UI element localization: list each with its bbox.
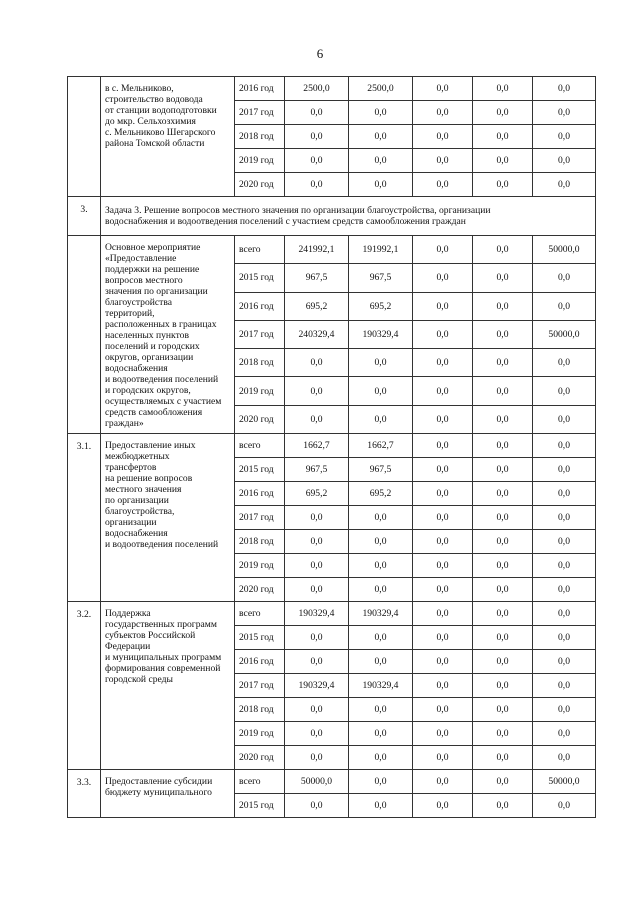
amount-cell: 0,0 (533, 349, 596, 377)
year-cell: 2019 год (235, 377, 285, 405)
amount-cell: 0,0 (349, 405, 413, 433)
amount-cell: 0,0 (473, 101, 533, 125)
activity-name-line: средств самообложения (105, 407, 203, 418)
activity-name-line: водоснабжения (105, 528, 168, 539)
amount-cell: 0,0 (473, 149, 533, 173)
amount-cell: 0,0 (473, 125, 533, 149)
amount-cell: 190329,4 (349, 320, 413, 348)
amount-cell: 0,0 (473, 794, 533, 818)
activity-name-line: в с. Мельниково, (105, 83, 174, 94)
amount-cell: 0,0 (533, 101, 596, 125)
amount-cell: 0,0 (533, 434, 596, 458)
amount-cell: 0,0 (413, 458, 473, 482)
amount-cell: 0,0 (473, 236, 533, 264)
amount-cell: 0,0 (413, 554, 473, 578)
amount-cell: 190329,4 (285, 602, 349, 626)
amount-cell: 0,0 (533, 794, 596, 818)
amount-cell: 0,0 (285, 794, 349, 818)
amount-cell: 0,0 (473, 578, 533, 602)
amount-cell: 0,0 (349, 794, 413, 818)
amount-cell: 0,0 (533, 77, 596, 101)
amount-cell: 0,0 (473, 349, 533, 377)
amount-cell: 0,0 (413, 149, 473, 173)
activity-name (101, 236, 235, 434)
year-cell: 2015 год (235, 794, 285, 818)
year-cell: всего (235, 236, 285, 264)
amount-cell: 967,5 (285, 264, 349, 292)
amount-cell: 0,0 (413, 530, 473, 554)
activity-name-line: района Томской области (105, 138, 205, 149)
activity-name-line: государственных программ (105, 619, 217, 630)
year-cell: 2017 год (235, 506, 285, 530)
amount-cell: 190329,4 (285, 674, 349, 698)
amount-cell: 0,0 (349, 578, 413, 602)
amount-cell: 0,0 (533, 264, 596, 292)
row-number (68, 77, 101, 197)
amount-cell: 695,2 (349, 482, 413, 506)
activity-name-line: межбюджетных (105, 451, 170, 462)
amount-cell: 0,0 (413, 746, 473, 770)
amount-cell: 0,0 (533, 405, 596, 433)
amount-cell: 0,0 (413, 101, 473, 125)
activity-name-line: Основное мероприятие (105, 242, 201, 253)
amount-cell: 0,0 (533, 458, 596, 482)
amount-cell: 0,0 (473, 77, 533, 101)
activity-name-line: местного значения (105, 484, 182, 495)
row-number: 3. (68, 197, 101, 236)
amount-cell: 967,5 (349, 264, 413, 292)
year-cell: 2016 год (235, 650, 285, 674)
amount-cell: 0,0 (349, 746, 413, 770)
amount-cell: 0,0 (413, 698, 473, 722)
activity-name-line: Федерации (105, 641, 151, 652)
amount-cell: 0,0 (473, 482, 533, 506)
activity-name-line: Предоставление субсидии (105, 776, 213, 787)
amount-cell: 0,0 (349, 173, 413, 197)
amount-cell: 50000,0 (533, 770, 596, 794)
amount-cell: 0,0 (349, 377, 413, 405)
amount-cell: 0,0 (473, 674, 533, 698)
amount-cell: 0,0 (533, 698, 596, 722)
amount-cell: 190329,4 (349, 602, 413, 626)
amount-cell: 0,0 (533, 746, 596, 770)
amount-cell: 0,0 (285, 173, 349, 197)
activity-name-line: с. Мельниково Шегарского (105, 127, 216, 138)
amount-cell: 0,0 (349, 101, 413, 125)
amount-cell: 0,0 (413, 674, 473, 698)
amount-cell: 0,0 (473, 264, 533, 292)
amount-cell: 0,0 (285, 650, 349, 674)
activity-name-line: строительство водовода (105, 94, 203, 105)
table-row (68, 434, 596, 458)
amount-cell: 0,0 (285, 506, 349, 530)
amount-cell: 0,0 (473, 530, 533, 554)
amount-cell: 0,0 (349, 530, 413, 554)
amount-cell: 0,0 (413, 292, 473, 320)
amount-cell: 0,0 (285, 578, 349, 602)
amount-cell: 967,5 (285, 458, 349, 482)
budget-table-body (68, 77, 596, 818)
activity-name-line: на решение вопросов (105, 473, 193, 484)
amount-cell: 0,0 (349, 650, 413, 674)
amount-cell: 0,0 (285, 349, 349, 377)
amount-cell: 240329,4 (285, 320, 349, 348)
activity-name-line: «Предоставление (105, 253, 177, 264)
amount-cell: 0,0 (473, 602, 533, 626)
amount-cell: 0,0 (473, 506, 533, 530)
activity-name-line: и водоотведения поселений (105, 374, 219, 385)
amount-cell: 0,0 (473, 746, 533, 770)
amount-cell: 0,0 (413, 349, 473, 377)
amount-cell: 0,0 (413, 794, 473, 818)
year-cell: 2020 год (235, 173, 285, 197)
activity-name-line: поселений и городских (105, 341, 200, 352)
amount-cell: 0,0 (285, 405, 349, 433)
amount-cell: 0,0 (533, 530, 596, 554)
amount-cell: 2500,0 (349, 77, 413, 101)
activity-name-line: вопросов местного (105, 275, 183, 286)
amount-cell: 0,0 (473, 722, 533, 746)
amount-cell: 0,0 (473, 434, 533, 458)
row-number: 3.1. (68, 434, 101, 602)
amount-cell: 0,0 (349, 349, 413, 377)
year-cell: 2020 год (235, 405, 285, 433)
activity-name-line: благоустройства, (105, 506, 175, 517)
activity-name-line: формирования современной (105, 663, 221, 674)
amount-cell: 0,0 (285, 149, 349, 173)
amount-cell: 0,0 (349, 149, 413, 173)
activity-name (101, 602, 235, 770)
amount-cell: 0,0 (533, 125, 596, 149)
amount-cell: 1662,7 (349, 434, 413, 458)
amount-cell: 0,0 (413, 405, 473, 433)
amount-cell: 0,0 (473, 458, 533, 482)
amount-cell: 0,0 (413, 482, 473, 506)
activity-name-line: округов, организации (105, 352, 194, 363)
year-cell: всего (235, 434, 285, 458)
amount-cell: 0,0 (473, 405, 533, 433)
amount-cell: 0,0 (413, 125, 473, 149)
amount-cell: 50000,0 (285, 770, 349, 794)
year-cell: 2016 год (235, 482, 285, 506)
activity-name-line: организации (105, 517, 157, 528)
amount-cell: 0,0 (473, 292, 533, 320)
amount-cell: 0,0 (533, 482, 596, 506)
table-row (68, 77, 596, 101)
amount-cell: 0,0 (533, 626, 596, 650)
amount-cell: 0,0 (413, 650, 473, 674)
amount-cell: 0,0 (413, 77, 473, 101)
amount-cell: 0,0 (413, 377, 473, 405)
amount-cell: 0,0 (413, 626, 473, 650)
amount-cell: 0,0 (413, 578, 473, 602)
amount-cell: 0,0 (413, 236, 473, 264)
activity-name-line: Поддержка (105, 608, 151, 619)
row-number (68, 236, 101, 434)
amount-cell: 0,0 (533, 674, 596, 698)
year-cell: 2017 год (235, 674, 285, 698)
amount-cell: 967,5 (349, 458, 413, 482)
task-text-line: Задача 3. Решение вопросов местного значения по организации благоустройства, организации (105, 205, 491, 216)
year-cell: 2015 год (235, 458, 285, 482)
activity-name-line: значения по организации (105, 286, 208, 297)
amount-cell: 2500,0 (285, 77, 349, 101)
activity-name-line: до мкр. Сельхозхимия (105, 116, 196, 127)
amount-cell: 0,0 (413, 434, 473, 458)
task-row (68, 197, 596, 236)
year-cell: всего (235, 602, 285, 626)
activity-name-line: от станции водоподготовки (105, 105, 217, 116)
amount-cell: 0,0 (533, 602, 596, 626)
amount-cell: 0,0 (285, 101, 349, 125)
activity-name (101, 77, 235, 197)
amount-cell: 241992,1 (285, 236, 349, 264)
amount-cell: 0,0 (533, 578, 596, 602)
amount-cell: 50000,0 (533, 320, 596, 348)
activity-name (101, 770, 235, 818)
amount-cell: 0,0 (413, 722, 473, 746)
year-cell: 2018 год (235, 349, 285, 377)
year-cell: 2019 год (235, 149, 285, 173)
amount-cell: 0,0 (473, 173, 533, 197)
page-number: 6 (316, 46, 324, 61)
activity-name-line: осуществляемых с участием (105, 396, 222, 407)
amount-cell: 0,0 (533, 173, 596, 197)
amount-cell: 0,0 (473, 650, 533, 674)
amount-cell: 0,0 (349, 125, 413, 149)
year-cell: 2018 год (235, 125, 285, 149)
activity-name (101, 434, 235, 602)
year-cell: 2020 год (235, 578, 285, 602)
amount-cell: 0,0 (473, 698, 533, 722)
amount-cell: 0,0 (473, 554, 533, 578)
amount-cell: 0,0 (349, 722, 413, 746)
activity-name-line: водоснабжения (105, 363, 168, 374)
amount-cell: 0,0 (533, 292, 596, 320)
task-text (101, 197, 596, 236)
amount-cell: 0,0 (349, 698, 413, 722)
activity-name-line: Предоставление иных (105, 440, 196, 451)
amount-cell: 0,0 (533, 554, 596, 578)
amount-cell: 1662,7 (285, 434, 349, 458)
year-cell: 2016 год (235, 77, 285, 101)
amount-cell: 0,0 (285, 626, 349, 650)
year-cell: 2019 год (235, 722, 285, 746)
amount-cell: 695,2 (285, 292, 349, 320)
year-cell: 2020 год (235, 746, 285, 770)
amount-cell: 191992,1 (349, 236, 413, 264)
amount-cell: 0,0 (533, 722, 596, 746)
year-cell: 2017 год (235, 320, 285, 348)
year-cell: всего (235, 770, 285, 794)
amount-cell: 0,0 (533, 650, 596, 674)
amount-cell: 0,0 (473, 320, 533, 348)
task-text-line: водоснабжения и водоотведения поселений с участием средств самообложения граждан (105, 216, 466, 227)
amount-cell: 695,2 (285, 482, 349, 506)
activity-name-line: и муниципальных программ (105, 652, 222, 663)
amount-cell: 0,0 (285, 746, 349, 770)
amount-cell: 695,2 (349, 292, 413, 320)
amount-cell: 0,0 (285, 377, 349, 405)
amount-cell: 0,0 (349, 554, 413, 578)
amount-cell: 0,0 (285, 554, 349, 578)
year-cell: 2018 год (235, 698, 285, 722)
year-cell: 2015 год (235, 626, 285, 650)
amount-cell: 0,0 (349, 626, 413, 650)
year-cell: 2015 год (235, 264, 285, 292)
activity-name-line: расположенных в границах (105, 319, 217, 330)
amount-cell: 0,0 (413, 320, 473, 348)
row-number: 3.3. (68, 770, 101, 818)
budget-table (67, 76, 596, 818)
activity-name-line: трансфертов (105, 462, 157, 473)
row-number: 3.2. (68, 602, 101, 770)
amount-cell: 0,0 (413, 506, 473, 530)
activity-name-line: субъектов Российской (105, 630, 196, 641)
amount-cell: 0,0 (285, 125, 349, 149)
amount-cell: 0,0 (473, 377, 533, 405)
activity-name-line: благоустройства (105, 297, 173, 308)
amount-cell: 0,0 (413, 264, 473, 292)
activity-name-line: городской среды (105, 674, 173, 685)
amount-cell: 0,0 (413, 770, 473, 794)
activity-name-line: граждан» (105, 418, 144, 429)
amount-cell: 0,0 (473, 770, 533, 794)
amount-cell: 0,0 (533, 149, 596, 173)
amount-cell: 0,0 (285, 530, 349, 554)
amount-cell: 0,0 (285, 722, 349, 746)
amount-cell: 0,0 (473, 626, 533, 650)
amount-cell: 0,0 (533, 377, 596, 405)
activity-name-line: и городских округов, (105, 385, 191, 396)
year-cell: 2016 год (235, 292, 285, 320)
activity-name-line: территорий, (105, 308, 155, 319)
activity-name-line: и водоотведения поселений (105, 539, 219, 550)
activity-name-line: населенных пунктов (105, 330, 189, 341)
activity-name-line: по организации (105, 495, 169, 506)
table-row (68, 236, 596, 264)
amount-cell: 0,0 (413, 173, 473, 197)
year-cell: 2018 год (235, 530, 285, 554)
amount-cell: 0,0 (349, 506, 413, 530)
year-cell: 2017 год (235, 101, 285, 125)
amount-cell: 0,0 (285, 698, 349, 722)
amount-cell: 0,0 (349, 770, 413, 794)
amount-cell: 190329,4 (349, 674, 413, 698)
activity-name-line: бюджету муниципального (105, 787, 212, 798)
table-row (68, 770, 596, 794)
amount-cell: 0,0 (533, 506, 596, 530)
amount-cell: 0,0 (413, 602, 473, 626)
amount-cell: 50000,0 (533, 236, 596, 264)
year-cell: 2019 год (235, 554, 285, 578)
activity-name-line: поддержки на решение (105, 264, 200, 275)
table-row (68, 602, 596, 626)
